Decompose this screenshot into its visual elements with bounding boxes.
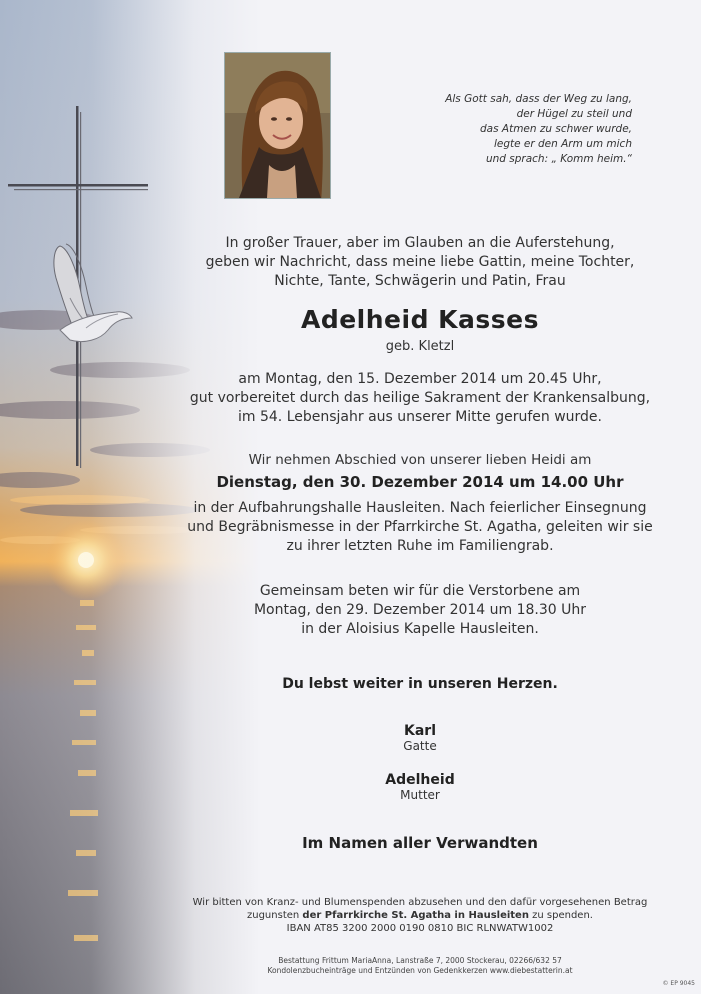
notice-text: zu spenden.: [528, 910, 593, 921]
undertaker-info: [170, 956, 670, 976]
farewell-text: Wir nehmen Abschied von unserer lieben Heidi am: [248, 452, 592, 468]
intro-line: Nichte, Tante, Schwägerin und Patin, Frau: [274, 273, 566, 289]
mourner-role: Gatte: [403, 739, 437, 753]
deceased-name: Adelheid Kasses: [300, 305, 540, 334]
motto: Du lebst weiter in unseren Herzen.: [282, 676, 558, 692]
undertaker-website: Kondolenzbucheinträge und Entzünden von Gedenkkerzen www.diebestatterin.at: [267, 966, 573, 975]
prayer-text: [170, 582, 670, 639]
intro-text: [170, 234, 670, 291]
death-line: am Montag, den 15. Dezember 2014 um 20.45 Uhr,: [238, 371, 602, 387]
mourner: [170, 772, 670, 802]
portrait-photo: [224, 52, 331, 199]
intro-line: geben wir Nachricht, dass meine liebe Gattin, meine Tochter,: [205, 254, 635, 270]
poem-line: das Atmen zu schwer wurde,: [479, 123, 632, 135]
funeral-place-text: [170, 499, 670, 556]
funeral-line: und Begräbnismesse in der Pfarrkirche St. Agatha, geleiten wir sie: [187, 519, 653, 535]
death-line: im 54. Lebensjahr aus unserer Mitte gerufen wurde.: [238, 409, 602, 425]
funeral-line: zu ihrer letzten Ruhe im Familiengrab.: [286, 538, 554, 554]
notice-line: Wir bitten von Kranz- und Blumenspenden abzusehen und den dafür vorgesehenen Betrag: [192, 897, 648, 908]
copyright: © EP 9045: [662, 980, 695, 987]
death-text: [170, 370, 670, 427]
notice-text: zugunsten: [247, 910, 303, 921]
undertaker-address: Bestattung Frittum MariaAnna, Lanstraße 7, 2000 Stockerau, 02266/632 57: [278, 956, 562, 965]
notice-recipient: der Pfarrkirche St. Agatha in Hausleiten: [302, 910, 529, 921]
birth-name: geb. Kletzl: [385, 339, 455, 354]
death-line: gut vorbereitet durch das heilige Sakrament der Krankensalbung,: [189, 390, 651, 406]
donation-notice: [170, 896, 670, 935]
mourner-name: Adelheid: [385, 772, 455, 788]
notice-line: [170, 909, 670, 922]
portrait-image: [225, 53, 330, 198]
poem-line: Als Gott sah, dass der Weg zu lang,: [445, 93, 632, 105]
poem-line: legte er den Arm um mich: [493, 138, 632, 150]
prayer-line: Montag, den 29. Dezember 2014 um 18.30 Uhr: [253, 602, 587, 618]
intro-line: In großer Trauer, aber im Glauben an die Auferstehung,: [225, 235, 615, 251]
poem-line: und sprach: „ Komm heim.“: [485, 153, 632, 165]
dove-icon: [56, 300, 136, 350]
prayer-line: Gemeinsam beten wir für die Verstorbene am: [259, 583, 581, 599]
mourner: [170, 723, 670, 753]
funeral-date: Dienstag, den 30. Dezember 2014 um 14.00 Uhr: [216, 473, 624, 491]
prayer-line: in der Aloisius Kapelle Hausleiten.: [301, 621, 539, 637]
mourner-name: Karl: [404, 723, 436, 739]
poem: [392, 92, 632, 167]
mourner-role: Mutter: [400, 788, 440, 802]
poem-line: der Hügel zu steil und: [516, 108, 632, 120]
funeral-line: in der Aufbahrungshalle Hausleiten. Nach feierlicher Einsegnung: [193, 500, 647, 516]
bank-details: IBAN AT85 3200 2000 0190 0810 BIC RLNWATW1002: [286, 923, 554, 934]
family-signature: Im Namen aller Verwandten: [302, 834, 538, 852]
